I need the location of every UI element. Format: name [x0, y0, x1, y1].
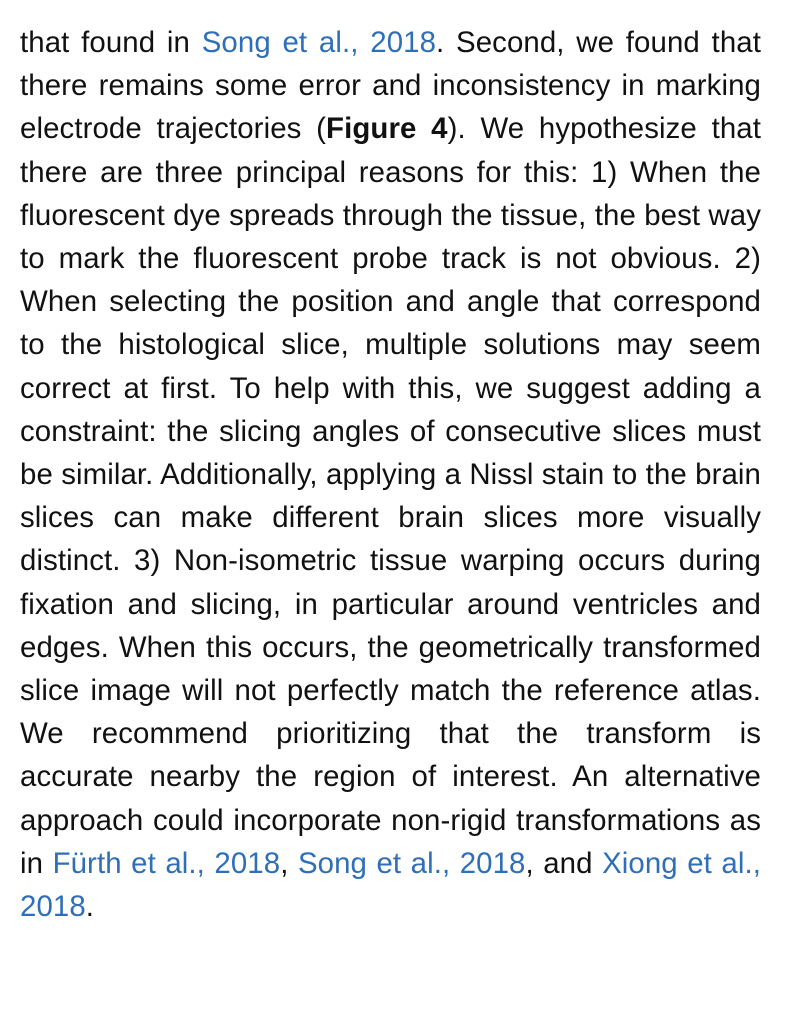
- text-run: .: [85, 890, 95, 924]
- citation-link-song-2018[interactable]: Song et al., 2018: [201, 26, 437, 59]
- text-run: ). We hypothesize that there are three principal reasons for this: 1) When the fluorescent dye spreads through the tissue, the best way to mark the fluorescent probe track is not obvious. 2) When selecting the position and angle that correspond to the histological slice, multiple solutions may seem correct at first. To help with this, we suggest adding a constraint: the slicing angles of consecutive slices must be similar. Additionally, applying a Nissl stain to the brain slices can make different brain slices more visually distinct. 3) Non-isometric tissue warping occurs during fixation and slicing, in particular around ventricles and edges. When this occurs, the geometrically transformed slice image will not perfectly match the reference atlas. We recommend prioritizing that the transform is accurate nearby the region of interest. An alternative approach could incorporate non-rigid transformations as in: [20, 112, 761, 880]
- text-run: that found in: [20, 26, 202, 59]
- citation-link-xiong-2018[interactable]: Xiong et al., 2018: [20, 846, 761, 924]
- citation-link-furth-2018[interactable]: Fürth et al., 2018: [52, 846, 281, 880]
- discussion-paragraph: [20, 21, 761, 928]
- text-run: ,: [280, 846, 298, 880]
- figure-4-reference[interactable]: Figure 4: [326, 112, 448, 146]
- text-run: . Second, we found that there remains some error and inconsistency in marking electrode trajectories (: [20, 26, 761, 146]
- text-run: , and: [525, 846, 603, 880]
- citation-link-song-2018-second[interactable]: Song et al., 2018: [297, 846, 526, 880]
